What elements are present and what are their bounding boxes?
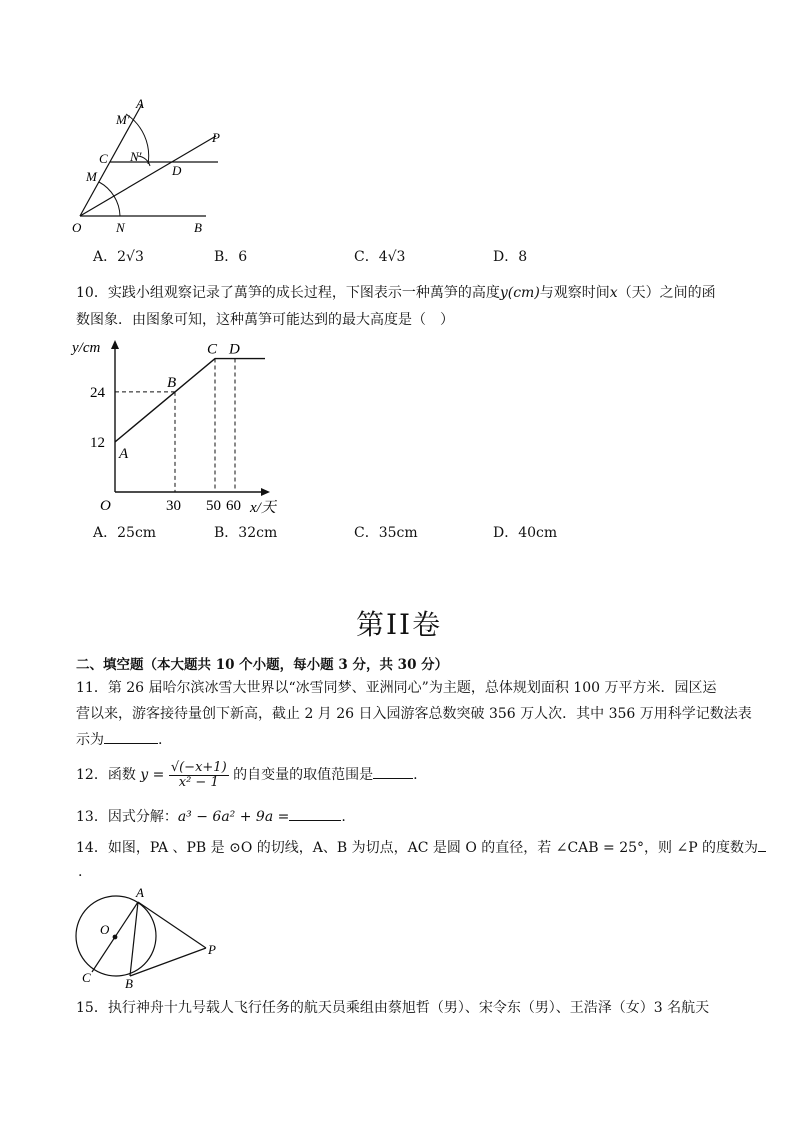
q10-line2: 数图象．由图象可知，这种萬笋可能达到的最大高度是（ ） (76, 312, 454, 328)
y-tick-label-1: 24 (90, 384, 105, 401)
q9-choice-d-text: 8 (518, 249, 528, 265)
height-curve (115, 359, 265, 442)
q9-label-M: M (86, 169, 97, 184)
point-label-c: C (207, 341, 218, 358)
q11-period: . (158, 732, 163, 748)
q9-label-Np: N′ (130, 149, 142, 164)
point-label-a: A (119, 445, 129, 462)
q10-choice-c-letter: C． (354, 525, 379, 541)
q10-choice-a-text: 25cm (117, 525, 157, 541)
q10-line1 (76, 283, 716, 303)
q9-label-Mp: M′ (116, 112, 130, 127)
q12-period: . (413, 767, 418, 783)
q10-choice-a[interactable] (93, 523, 156, 543)
section-subheading: 二、填空题（本大题共 10 个小题，每小题 3 分，共 30 分） (76, 657, 449, 673)
q10-choice-d-text: 40cm (518, 525, 558, 541)
q10-var-y: y(cm) (499, 285, 540, 301)
q9-choice-b-text: 6 (238, 249, 248, 265)
q14-label-B: B (125, 976, 133, 990)
q9-choice-a-text: 2√3 (117, 249, 144, 265)
q12-y-eq: y = (140, 767, 165, 783)
q9-choice-c-letter: C． (354, 249, 379, 265)
q9-choice-c[interactable] (354, 247, 405, 267)
q9-choice-b-letter: B． (214, 249, 239, 265)
q14-figure (66, 884, 226, 990)
q12-fraction (169, 761, 229, 790)
point-label-b: B (167, 374, 177, 391)
q10-var-x: x (609, 285, 618, 301)
q11-answer-blank[interactable] (104, 729, 158, 744)
q10-choice-b-letter: B． (214, 525, 239, 541)
q14-line (76, 837, 766, 858)
y-axis-label: y/cm (72, 340, 101, 356)
q13-line (76, 806, 346, 827)
point-label-d: D (229, 341, 240, 358)
q12-pre: 12．函数 (76, 767, 136, 783)
q9-label-D: D (172, 163, 182, 178)
q10-choice-d-letter: D． (493, 525, 519, 541)
q14-answer-blank[interactable] (758, 837, 766, 852)
q9-figure (66, 96, 226, 238)
q14-label-A: A (136, 885, 144, 900)
q9-choice-a-letter: A． (93, 249, 118, 265)
q13-answer-blank[interactable] (289, 806, 341, 821)
x-axis-arrow (261, 488, 270, 496)
origin-label: O (100, 498, 111, 514)
q10-choice-b-text: 32cm (238, 525, 278, 541)
q11-line2: 营以来，游客接待量创下新高，截止 2 月 26 日入园游客总数突破 356 万人次．其中 356 万用科学记数法表 (76, 706, 752, 722)
q9-label-O: O (72, 220, 82, 235)
q13-period: . (341, 809, 346, 825)
q12-line (76, 758, 418, 792)
q12-answer-blank[interactable] (373, 764, 413, 779)
q10-line1-pre: 10．实践小组观察记录了萬笋的成长过程，下图表示一种萬笋的高度 (76, 285, 500, 301)
y-axis-arrow (111, 340, 119, 349)
q9-choice-d[interactable] (493, 247, 527, 267)
q10-choice-b[interactable] (214, 523, 277, 543)
q10-choice-a-letter: A． (93, 525, 118, 541)
q12-denominator: x² − 1 (178, 774, 219, 790)
q11-line1: 11．第 26 届哈尔滨冰雪大世界以“冰雪同梦、亚洲同心”为主题，总体规划面积 100 万平方米．园区运 (76, 680, 717, 696)
q11-line3-text: 示为 (76, 732, 104, 748)
q9-label-C: C (99, 151, 108, 166)
q10-choice-c-text: 35cm (378, 525, 418, 541)
q14-text: 14．如图，PA 、PB 是 ⊙O 的切线，A、B 为切点，AC 是圆 O 的直径，若 ∠CAB = 25°，则 ∠P 的度数为 (76, 840, 759, 856)
section-heading: 第II卷 (356, 608, 443, 641)
y-tick-label-0: 12 (90, 434, 105, 451)
q11-line3 (76, 729, 162, 750)
q9-label-B: B (194, 220, 202, 235)
q10-line1-post: （天）之间的函 (617, 285, 716, 301)
q15-line: 15．执行神舟十九号载人飞行任务的航天员乘组由蔡旭哲（男）、宋令东（男）、王浩泽（女）3 名航天 (76, 1000, 710, 1016)
q10-choice-d[interactable] (493, 523, 557, 543)
q14-label-P: P (208, 942, 216, 957)
q9-label-N: N (116, 220, 125, 235)
q9-choice-a[interactable] (93, 247, 144, 267)
q12-post: 的自变量的取值范围是 (233, 767, 374, 783)
x-tick-label-0: 30 (166, 498, 181, 514)
q12-numerator: √(−x+1) (170, 759, 227, 775)
q14-label-O: O (100, 922, 110, 937)
q13-expr: a³ − 6a² + 9a = (177, 809, 290, 825)
q10-choice-c[interactable] (354, 523, 418, 543)
q9-label-P: P (212, 130, 220, 145)
q9-choice-b[interactable] (214, 247, 247, 267)
q14-period: . (78, 864, 83, 880)
q9-choice-c-text: 4√3 (378, 249, 406, 265)
q9-label-A: A (136, 96, 144, 111)
q10-line1-mid: 与观察时间 (539, 285, 610, 301)
q10-chart (70, 334, 280, 518)
x-tick-label-1: 50 (206, 498, 221, 514)
x-tick-label-2: 60 (226, 498, 241, 514)
q9-choice-d-letter: D． (493, 249, 519, 265)
q13-pre: 13．因式分解： (76, 809, 178, 825)
q14-label-C: C (82, 970, 91, 985)
x-axis-label: x/天 (250, 500, 276, 516)
